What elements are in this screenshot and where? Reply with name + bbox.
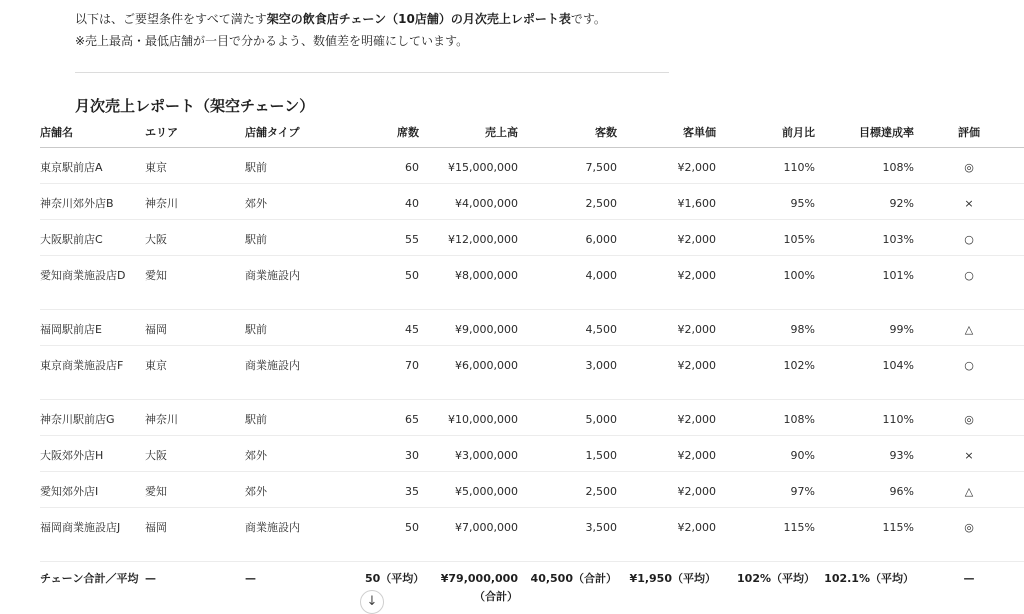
header-customers: 客数 bbox=[518, 118, 617, 148]
cell-avg-spend: ¥2,000 bbox=[617, 346, 716, 400]
cell-store-type: 郊外 bbox=[245, 184, 365, 220]
cell-seats: 65 bbox=[365, 400, 419, 436]
cell-area: 東京 bbox=[145, 346, 245, 400]
cell-customers: 4,000 bbox=[518, 256, 617, 310]
cell-target-rate: 108% bbox=[815, 148, 914, 184]
cell-rating: ◎ bbox=[914, 400, 1024, 436]
intro-line-1 bbox=[75, 8, 695, 30]
cell-rating: ○ bbox=[914, 220, 1024, 256]
cell-store-type: 商業施設内 bbox=[245, 346, 365, 400]
cell-sales: ¥9,000,000 bbox=[419, 310, 518, 346]
cell-mom: 90% bbox=[716, 436, 815, 472]
cell-sales: ¥10,000,000 bbox=[419, 400, 518, 436]
header-sales: 売上高 bbox=[419, 118, 518, 148]
cell-avg-spend: ¥2,000 bbox=[617, 310, 716, 346]
cell-mom: 98% bbox=[716, 310, 815, 346]
cell-rating: ○ bbox=[914, 256, 1024, 310]
table-row bbox=[40, 508, 1024, 562]
cell-store-name: 愛知商業施設店D bbox=[40, 256, 145, 310]
cell-avg-spend: ¥2,000 bbox=[617, 220, 716, 256]
cell-store-name: 大阪駅前店C bbox=[40, 220, 145, 256]
cell-store-name: 大阪郊外店H bbox=[40, 436, 145, 472]
cell-target-rate: 110% bbox=[815, 400, 914, 436]
cell-sales: ¥3,000,000 bbox=[419, 436, 518, 472]
cell-rating: △ bbox=[914, 310, 1024, 346]
cell-target-rate: 96% bbox=[815, 472, 914, 508]
cell-store-name: 福岡駅前店E bbox=[40, 310, 145, 346]
cell-customers: 2,500 bbox=[518, 184, 617, 220]
cell-sales: ¥12,000,000 bbox=[419, 220, 518, 256]
cell-target-rate: 99% bbox=[815, 310, 914, 346]
cell-customers: 7,500 bbox=[518, 148, 617, 184]
cell-customers: 4,500 bbox=[518, 310, 617, 346]
cell-sales: ¥5,000,000 bbox=[419, 472, 518, 508]
intro-text bbox=[75, 8, 695, 52]
cell-store-type: 駅前 bbox=[245, 148, 365, 184]
cell-avg-spend: ¥2,000 bbox=[617, 400, 716, 436]
cell-avg-spend: ¥2,000 bbox=[617, 256, 716, 310]
cell-area: 愛知 bbox=[145, 256, 245, 310]
table-row bbox=[40, 472, 1024, 508]
cell-customers: 1,500 bbox=[518, 436, 617, 472]
cell-avg-spend: ¥2,000 bbox=[617, 508, 716, 562]
cell-store-name: 神奈川郊外店B bbox=[40, 184, 145, 220]
cell-seats: 50 bbox=[365, 256, 419, 310]
cell-area: 神奈川 bbox=[145, 400, 245, 436]
cell-target-rate: 103% bbox=[815, 220, 914, 256]
cell-rating: × bbox=[914, 436, 1024, 472]
table-row bbox=[40, 436, 1024, 472]
cell-mom: 97% bbox=[716, 472, 815, 508]
cell-seats: 45 bbox=[365, 310, 419, 346]
cell-seats: 50 bbox=[365, 508, 419, 562]
sales-report-table bbox=[40, 118, 1024, 606]
cell-store-type: 駅前 bbox=[245, 400, 365, 436]
scroll-down-button[interactable] bbox=[360, 590, 384, 614]
cell-avg-spend: ¥1,600 bbox=[617, 184, 716, 220]
cell-store-type: 駅前 bbox=[245, 310, 365, 346]
cell-store-name: 神奈川駅前店G bbox=[40, 400, 145, 436]
cell-sales: ¥8,000,000 bbox=[419, 256, 518, 310]
table-row bbox=[40, 310, 1024, 346]
cell-avg-spend: ¥2,000 bbox=[617, 472, 716, 508]
cell-customers: 5,000 bbox=[518, 400, 617, 436]
cell-rating: ◎ bbox=[914, 508, 1024, 562]
cell-mom: 102% bbox=[716, 346, 815, 400]
header-seats: 席数 bbox=[365, 118, 419, 148]
cell-mom: 110% bbox=[716, 148, 815, 184]
total-rating: — bbox=[963, 572, 975, 585]
cell-mom: 105% bbox=[716, 220, 815, 256]
cell-store-type: 商業施設内 bbox=[245, 508, 365, 562]
cell-area: 大阪 bbox=[145, 436, 245, 472]
cell-seats: 35 bbox=[365, 472, 419, 508]
total-sales: ¥79,000,000（合計） bbox=[440, 572, 518, 603]
cell-customers: 6,000 bbox=[518, 220, 617, 256]
total-label: チェーン合計／平均 bbox=[40, 572, 139, 585]
report-title: 月次売上レポート（架空チェーン） bbox=[75, 97, 315, 115]
cell-area: 福岡 bbox=[145, 508, 245, 562]
cell-target-rate: 92% bbox=[815, 184, 914, 220]
intro-line-1-post: です。 bbox=[570, 12, 606, 26]
cell-target-rate: 101% bbox=[815, 256, 914, 310]
cell-area: 愛知 bbox=[145, 472, 245, 508]
cell-target-rate: 93% bbox=[815, 436, 914, 472]
cell-sales: ¥15,000,000 bbox=[419, 148, 518, 184]
cell-store-type: 郊外 bbox=[245, 436, 365, 472]
cell-seats: 70 bbox=[365, 346, 419, 400]
cell-area: 福岡 bbox=[145, 310, 245, 346]
cell-rating: ◎ bbox=[914, 148, 1024, 184]
total-area: — bbox=[145, 572, 156, 585]
cell-area: 神奈川 bbox=[145, 184, 245, 220]
total-avg-spend: ¥1,950（平均） bbox=[629, 572, 716, 585]
intro-line-1-bold: 架空の飲食店チェーン（10店舗）の月次売上レポート表 bbox=[266, 12, 571, 26]
table-row bbox=[40, 346, 1024, 400]
header-store-name: 店舗名 bbox=[40, 118, 145, 148]
cell-mom: 100% bbox=[716, 256, 815, 310]
table-row bbox=[40, 220, 1024, 256]
header-store-type: 店舗タイプ bbox=[245, 118, 365, 148]
cell-area: 東京 bbox=[145, 148, 245, 184]
table-header-row bbox=[40, 118, 1024, 148]
total-customers: 40,500（合計） bbox=[530, 572, 617, 585]
cell-store-type: 駅前 bbox=[245, 220, 365, 256]
cell-store-name: 愛知郊外店I bbox=[40, 472, 145, 508]
cell-sales: ¥4,000,000 bbox=[419, 184, 518, 220]
cell-seats: 40 bbox=[365, 184, 419, 220]
cell-rating: △ bbox=[914, 472, 1024, 508]
cell-seats: 30 bbox=[365, 436, 419, 472]
table-row bbox=[40, 148, 1024, 184]
total-seats: 50（平均） bbox=[365, 572, 425, 585]
table-row bbox=[40, 256, 1024, 310]
table-row bbox=[40, 400, 1024, 436]
cell-area: 大阪 bbox=[145, 220, 245, 256]
cell-sales: ¥7,000,000 bbox=[419, 508, 518, 562]
cell-rating: × bbox=[914, 184, 1024, 220]
cell-store-type: 商業施設内 bbox=[245, 256, 365, 310]
cell-seats: 55 bbox=[365, 220, 419, 256]
arrow-down-icon: ↓ bbox=[366, 594, 378, 609]
table-row bbox=[40, 184, 1024, 220]
cell-customers: 2,500 bbox=[518, 472, 617, 508]
cell-store-name: 東京商業施設店F bbox=[40, 346, 145, 400]
cell-target-rate: 115% bbox=[815, 508, 914, 562]
cell-mom: 115% bbox=[716, 508, 815, 562]
header-rating: 評価 bbox=[914, 118, 1024, 148]
header-area: エリア bbox=[145, 118, 245, 148]
cell-target-rate: 104% bbox=[815, 346, 914, 400]
cell-store-name: 東京駅前店A bbox=[40, 148, 145, 184]
total-target-rate: 102.1%（平均） bbox=[824, 572, 914, 585]
cell-customers: 3,000 bbox=[518, 346, 617, 400]
intro-line-1-pre: 以下は、ご要望条件をすべて満たす bbox=[75, 12, 267, 26]
header-target-rate: 目標達成率 bbox=[815, 118, 914, 148]
cell-sales: ¥6,000,000 bbox=[419, 346, 518, 400]
cell-store-name: 福岡商業施設店J bbox=[40, 508, 145, 562]
cell-mom: 95% bbox=[716, 184, 815, 220]
cell-rating: ○ bbox=[914, 346, 1024, 400]
cell-store-type: 郊外 bbox=[245, 472, 365, 508]
total-mom: 102%（平均） bbox=[737, 572, 815, 585]
header-mom: 前月比 bbox=[716, 118, 815, 148]
intro-line-2: ※売上最高・最低店舗が一目で分かるよう、数値差を明確にしています。 bbox=[75, 34, 469, 48]
total-store-type: — bbox=[245, 572, 256, 585]
cell-seats: 60 bbox=[365, 148, 419, 184]
cell-mom: 108% bbox=[716, 400, 815, 436]
header-avg-spend: 客単価 bbox=[617, 118, 716, 148]
cell-customers: 3,500 bbox=[518, 508, 617, 562]
table-total-row bbox=[40, 562, 1024, 607]
cell-avg-spend: ¥2,000 bbox=[617, 148, 716, 184]
cell-avg-spend: ¥2,000 bbox=[617, 436, 716, 472]
divider bbox=[75, 72, 669, 73]
